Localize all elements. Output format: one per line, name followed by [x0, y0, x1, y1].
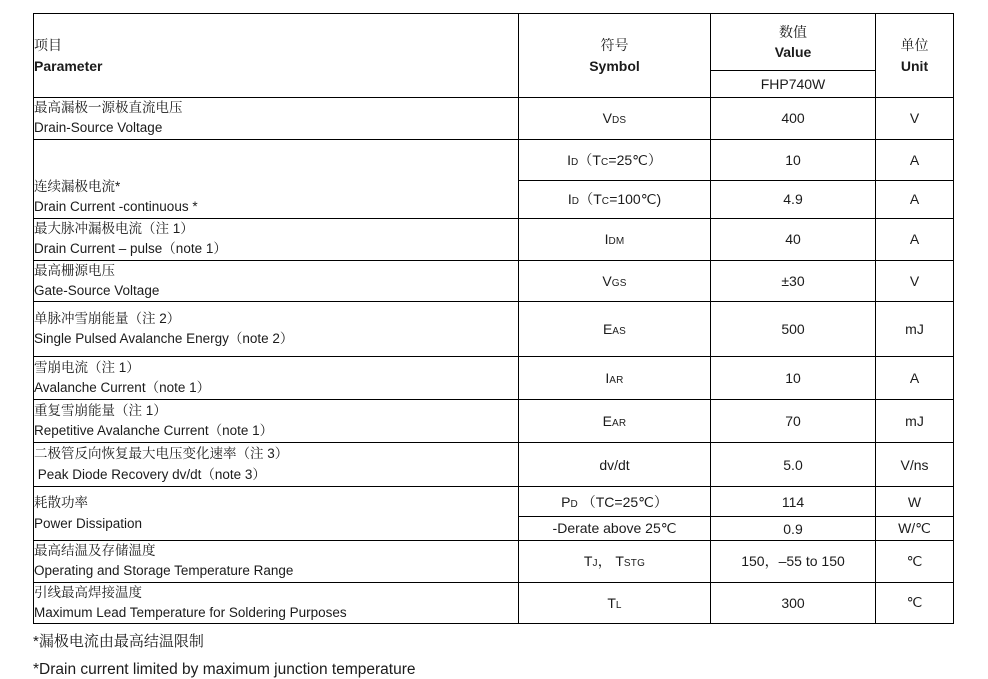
param-zh: 最大脉冲漏极电流（注 1）	[34, 220, 194, 236]
param-cell	[34, 260, 519, 302]
param-en: Operating and Storage Temperature Range	[34, 563, 294, 579]
absolute-maximum-ratings-table	[33, 13, 954, 624]
param-cell	[34, 541, 519, 583]
col-header-unit	[876, 14, 954, 98]
value-cell: 10	[711, 357, 876, 400]
value-cell: 114	[711, 487, 876, 517]
col-header-parameter-zh: 项目	[34, 37, 62, 54]
param-zh: 单脉冲雪崩能量（注 2）	[34, 310, 181, 326]
param-en: Gate-Source Voltage	[34, 282, 160, 298]
param-zh: 雪崩电流（注 1）	[34, 359, 140, 375]
footnotes	[33, 630, 988, 679]
col-header-parameter	[34, 14, 519, 98]
symbol-cell: TJ， TSTG	[519, 541, 711, 583]
value-cell: ±30	[711, 260, 876, 302]
table-row	[34, 541, 954, 583]
unit-cell: W	[876, 487, 954, 517]
footnote-zh: *漏极电流由最高结温限制	[33, 633, 204, 650]
param-en: Drain-Source Voltage	[34, 120, 163, 136]
value-cell: 70	[711, 400, 876, 443]
param-cell	[34, 400, 519, 443]
table-row	[34, 260, 954, 302]
unit-cell: A	[876, 139, 954, 180]
unit-cell: ℃	[876, 582, 954, 624]
header-row	[34, 14, 954, 71]
col-header-parameter-en: Parameter	[34, 57, 103, 74]
col-header-symbol-en: Symbol	[589, 57, 640, 74]
table-row	[34, 139, 954, 180]
unit-cell: mJ	[876, 400, 954, 443]
param-cell	[34, 302, 519, 357]
table-row	[34, 357, 954, 400]
unit-cell: V/ns	[876, 443, 954, 487]
col-header-unit-en: Unit	[900, 57, 929, 74]
param-en: Maximum Lead Temperature for Soldering Purposes	[34, 604, 347, 620]
param-cell	[34, 218, 519, 260]
col-header-value-zh: 数值	[779, 23, 807, 40]
col-header-symbol-zh: 符号	[600, 37, 629, 54]
unit-cell: mJ	[876, 302, 954, 357]
symbol-cell: IAR	[519, 357, 711, 400]
col-header-symbol	[519, 14, 711, 98]
param-cell	[34, 139, 519, 218]
unit-cell: A	[876, 180, 954, 218]
param-en: Power Dissipation	[34, 515, 143, 531]
value-cell: 150，–55 to 150	[711, 541, 876, 583]
unit-cell: V	[876, 260, 954, 302]
param-zh: 最高栅源电压	[34, 262, 115, 278]
unit-cell: A	[876, 218, 954, 260]
value-cell: 500	[711, 302, 876, 357]
table-row	[34, 218, 954, 260]
param-zh: 最高漏极一源极直流电压	[34, 100, 183, 115]
unit-cell: V	[876, 98, 954, 140]
param-zh: 二极管反向恢复最大电压变化速率（注 3）	[34, 446, 289, 462]
symbol-cell: VGS	[519, 260, 711, 302]
symbol-cell: dv/dt	[519, 443, 711, 487]
param-zh: 连续漏极电流*	[34, 179, 121, 194]
table-row	[34, 400, 954, 443]
param-cell	[34, 357, 519, 400]
symbol-cell: ID（TC=25℃）	[519, 139, 711, 180]
table-row	[34, 443, 954, 487]
param-cell	[34, 582, 519, 624]
param-zh: 引线最高焊接温度	[34, 584, 142, 600]
param-cell	[34, 98, 519, 140]
param-en: Repetitive Avalanche Current（note 1）	[34, 423, 274, 438]
value-cell: 40	[711, 218, 876, 260]
param-en: Single Pulsed Avalanche Energy（note 2）	[34, 331, 294, 346]
value-cell: 5.0	[711, 443, 876, 487]
symbol-cell: VDS	[519, 98, 711, 140]
param-en: Avalanche Current（note 1）	[34, 380, 211, 395]
param-cell	[34, 487, 519, 541]
footnote-en: *Drain current limited by maximum junction temperature	[33, 661, 416, 678]
symbol-cell: ID（TC=100℃)	[519, 180, 711, 218]
symbol-cell: -Derate above 25℃	[519, 517, 711, 541]
symbol-cell: EAS	[519, 302, 711, 357]
table-row	[34, 582, 954, 624]
unit-cell: ℃	[876, 541, 954, 583]
table-row	[34, 98, 954, 140]
value-cell: 10	[711, 139, 876, 180]
table-row	[34, 487, 954, 517]
value-cell: 4.9	[711, 180, 876, 218]
unit-cell: A	[876, 357, 954, 400]
param-zh: 重复雪崩能量（注 1）	[34, 402, 167, 418]
value-cell: 300	[711, 582, 876, 624]
param-cell	[34, 443, 519, 487]
col-header-value-en: Value	[774, 44, 812, 60]
param-en: Drain Current -continuous *	[34, 199, 198, 215]
unit-cell: W/℃	[876, 517, 954, 541]
param-en: Drain Current – pulse（note 1）	[34, 241, 227, 256]
symbol-cell: TL	[519, 582, 711, 624]
param-zh: 耗散功率	[34, 495, 88, 511]
col-header-value	[711, 14, 876, 71]
table-row	[34, 302, 954, 357]
value-cell: 0.9	[711, 517, 876, 541]
model-name: FHP740W	[711, 71, 876, 98]
value-cell: 400	[711, 98, 876, 140]
symbol-cell: IDM	[519, 218, 711, 260]
param-zh: 最高结温及存储温度	[34, 543, 156, 558]
symbol-cell: EAR	[519, 400, 711, 443]
param-en: Peak Diode Recovery dv/dt（note 3）	[34, 466, 266, 482]
symbol-cell: PD （TC=25℃）	[519, 487, 711, 517]
col-header-unit-zh: 单位	[900, 37, 929, 54]
